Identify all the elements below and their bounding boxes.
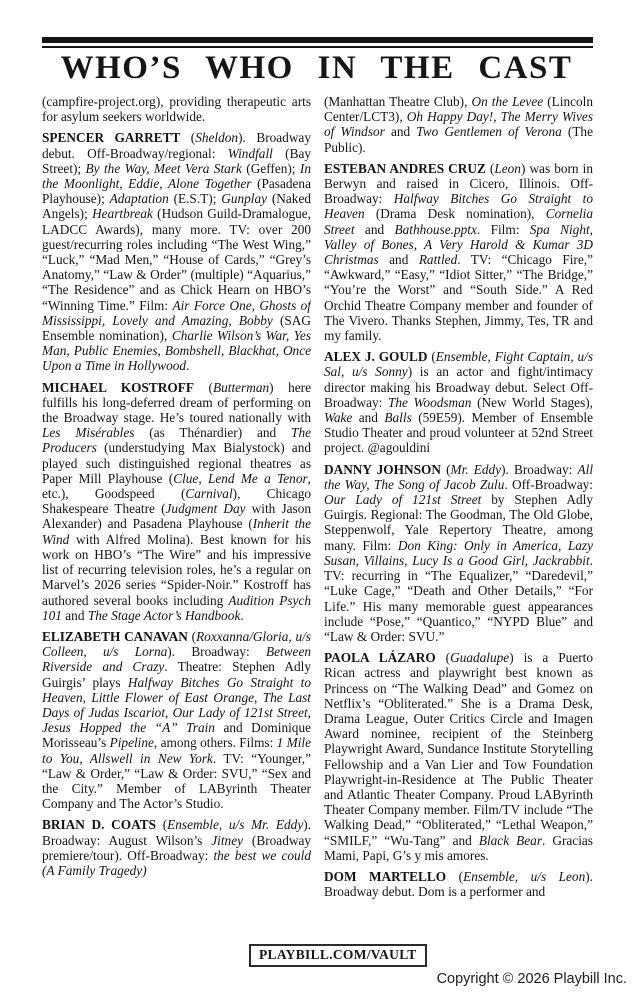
bio-title-text: Bathhouse.pptx (394, 221, 477, 237)
bio-title-text: Carnival (185, 486, 233, 502)
bio-text: ( (156, 817, 168, 833)
bio-text: (The Public). (324, 124, 593, 155)
bio-text: and (354, 221, 395, 237)
bio-text: ) was born in Berwyn and raised in Cicero, Illinois. Off-Broadway: (324, 160, 593, 207)
bio-text: ( (435, 650, 451, 666)
bio-text: ( (485, 160, 495, 176)
playbill-vault-link[interactable] (249, 944, 427, 967)
bio-paragraph (42, 380, 311, 623)
bio-title-text: Gunplay (221, 191, 268, 207)
bio-text: and (352, 410, 385, 426)
bio-title-text: Two Gentlemen of Verona (416, 124, 562, 140)
bio-title-text: Butterman (212, 379, 270, 395)
bio-text: (SAG Ensemble nomination), (42, 312, 311, 344)
bio-title-text: Cornelia Street (324, 206, 593, 237)
bio-text: (59E59). Member of Ensemble Studio Theater and proud volunteer at 52nd Street project. @agouldini (324, 410, 593, 456)
bio-title-text: 1 Mile to You, Allswell in New York (42, 735, 311, 766)
bio-text: . (186, 358, 190, 374)
bio-paragraph (324, 869, 593, 899)
bio-text: (Lincoln Center/LCT3), (324, 94, 593, 125)
bio-text: ) is a Puerto Rican actress and playwright best known as Princess on “The Walking Dead” and Gomez on Netflix’s “Obliterated.” She is a Drama Desk, Drama League, Outer Critics Circle and Imagen Award nominee, recipient of the Steinberg Playwright Award, Sundance Institute Storytelling Fellowship and a Van Lier and Tow Foundation Playwright-in-Residence at The Public Theater and Atlantic Theater Company. Proud LAByrinth Theater Company member. Film/TV include “The Walking Dead,” “Obliterated,” “Lethal Weapon,” “SMILF,” “Wu-Tang” and (324, 650, 593, 848)
header-rule-thin (42, 46, 593, 48)
bio-text: and (384, 124, 417, 140)
bio-name: ALEX J. GOULD (324, 349, 428, 365)
bio-title-text: Halfway Bitches Go Straight to Heaven, Little Flower of East Orange, The Last Days of Judas Iscariot, Our Lady of 121st Street, Jesus Hopped the “A” Train (42, 674, 311, 736)
bio-text: ), Chicago Shakespeare Theatre ( (42, 486, 311, 517)
bio-text: ). Broadway debut. Dom is a performer and (324, 868, 593, 900)
bio-text: ). Broadway: August Wilson’s (42, 817, 311, 848)
bio-text: (Geffen); (241, 160, 300, 176)
bio-title-text: Rattled (418, 252, 458, 268)
bio-text: ) here fulfills his long-deferred dream of performing on the Broadway stage. He’s toured nationally with (42, 379, 311, 426)
bio-title-text: Jitney (211, 832, 244, 848)
bio-title-text: Adaptation (109, 191, 169, 207)
bio-text: ( (440, 461, 451, 477)
bio-paragraph (324, 349, 593, 455)
bio-text: ). Broadway: (501, 461, 578, 477)
bio-text: (Naked Angels); (42, 191, 311, 222)
bio-title-text: All the Way, The Song of Jacob Zulu (324, 461, 593, 492)
bio-title-text: Black Bear (478, 832, 542, 848)
bio-title-text: Ensemble, Fight Captain, u/s Sal, u/s Sonny (324, 349, 593, 380)
bio-title-text: Sheldon (195, 130, 239, 146)
bio-name: PAOLA LÁZARO (324, 650, 436, 666)
bio-text: . TV: “Chicago Fire,” “Awkward,” “Easy,” “Idiot Sitter,” “The Bridge,” “You’re the Worst” and “South Side.” A Red Orchid Theatre Company member and founder of The Vivero. Thanks Stephen, Jimmy, Tes, TR and my family. (324, 252, 593, 344)
bio-text: (E.S.T); (168, 191, 222, 207)
bio-paragraph (324, 650, 593, 863)
bio-text: , etc.), Goodspeed ( (42, 470, 311, 502)
bio-title-text: Ensemble, u/s Mr. Eddy (167, 817, 304, 833)
bio-title-text: Air Force One, Ghosts of Mississippi, Lovely and Amazing, Bobby (42, 297, 311, 328)
bio-text: (Bay Street); (42, 145, 311, 176)
bio-text: . Gracias Mami, Papi, G’s y mis amores. (324, 832, 593, 863)
bio-text: and Dominique Morisseau’s (42, 720, 311, 751)
bio-title-text: Clue, Lend Me a Tenor (173, 470, 308, 486)
bio-title-text: Ensemble, u/s Leon (463, 868, 586, 884)
playbill-vault-label: PLAYBILL.COM/VAULT (259, 947, 417, 962)
bio-name: MICHAEL KOSTROFF (42, 379, 194, 395)
bio-text: (Broadway premiere/tour). Off-Broadway: (42, 832, 311, 863)
bio-text: (New World Stages), (471, 394, 593, 410)
bio-text: and (378, 252, 419, 268)
bio-title-text: Guadalupe (450, 650, 510, 666)
bio-text: (understudying Max Bialystock) and played such distinguished regional theatres as Paper Mill Playhouse ( (42, 440, 311, 486)
bio-title-text: In the Moonlight, Eddie, Alone Together (42, 160, 311, 192)
bio-title-text: On the Levee (471, 94, 544, 109)
bio-title-text: Between Riverside and Crazy (42, 644, 311, 675)
bio-text: with Jason Alexander) and Pasadena Playhouse ( (42, 501, 311, 532)
bio-paragraph (42, 817, 311, 878)
bio-title-text: The Stage Actor’s Handbook (87, 607, 241, 623)
page-title: WHO’S WHO IN THE CAST (60, 50, 573, 86)
bio-paragraph (42, 130, 311, 373)
bio-columns (42, 94, 593, 980)
bio-text: . TV: recurring in “The Equalizer,” “Daredevil,” “Luke Cage,” “Death and Other Details,” “For Life.” His many memorable guest appearances include “Pose,” “Quantico,” “NYPD Blue” and “Law & Order: SVU.” (324, 552, 593, 644)
bio-title-text: Charlie Wilson’s War, Yes Man, Public Enemies, Bombshell, Blackhat, Once Upon a Time in Hollywood (42, 328, 311, 374)
bio-name: SPENCER GARRETT (42, 130, 181, 146)
bio-text: ) is an actor and fight/intimacy director making his Broadway debut. Select Off-Broadway: (324, 364, 593, 410)
bio-text: with Alfred Molina). Best known for his work on HBO’s “The Wire” and his impressive list of recurring television roles, he’s a regular on Marvel’s 2026 series “Spider-Noir.” Kostroff has authored several books including (42, 531, 311, 608)
bio-text: ( (187, 628, 197, 644)
bio-title-text: Heartbreak (92, 206, 153, 222)
bio-title-text: the best we could (A Family Tragedy) (42, 847, 311, 878)
bio-title-text: Don King: Only in America, Lazy Susan, Villains, Lucy Is a Good Girl, Jackrabbit (324, 537, 593, 568)
bio-title-text: Judgment Day (165, 501, 246, 517)
bio-name: DANNY JOHNSON (324, 461, 441, 477)
bio-text: ( (446, 868, 464, 884)
bio-name: DOM MARTELLO (324, 868, 447, 884)
bio-title-text: The Woodsman (387, 394, 472, 410)
bio-text: . Off-Broadway: (504, 476, 593, 492)
bio-title-text: Our Lady of 121st Street (324, 492, 482, 508)
bio-text: (Hudson Guild-Dramalogue, LADCC Awards), many more. TV: over 200 guest/recurring roles including “The West Wing,” “Luck,” “Mad Men,” “House of Cards,” “Grey’s Anatomy,” “Law & Order” (multiple) “Aquarius,” “The Residence” and as Chick Hearn on HBO’s “Winning Time.” Film: (42, 206, 311, 313)
bio-title-text: Halfway Bitches Go Straight to Heaven (324, 191, 593, 222)
left-column (42, 94, 311, 980)
bio-title-text: Audition Psych 101 (42, 592, 311, 623)
bio-text: ). Broadway debut. Off-Broadway/regional: (42, 130, 311, 161)
copyright-text: Copyright © 2026 Playbill Inc. (436, 971, 627, 987)
bio-title-text: The Producers (42, 425, 311, 456)
bio-title-text: Balls (384, 410, 412, 426)
bio-paragraph (42, 629, 311, 811)
bio-text: , among others. Films: (153, 735, 277, 751)
bio-title-text: Spa Night, Valley of Bones, A Very Harold & Kumar 3D Christmas (324, 221, 593, 268)
bio-text: ( (193, 379, 213, 395)
bio-text: (as Thénardier) and (134, 425, 292, 441)
bio-title-text: Les Misérables (42, 425, 135, 441)
bio-text: . Film: (476, 221, 530, 237)
bio-title-text: Pipeline (109, 735, 154, 751)
bio-text: ). Broadway: (167, 644, 266, 660)
bio-title-text: Roxxanna/Gloria, u/s Colleen, u/s Lorna (42, 628, 311, 660)
bio-title-text: By the Way, Meet Vera Stark (85, 160, 242, 176)
header-rule-thick (42, 37, 593, 43)
right-column (324, 94, 593, 980)
bio-text: . Theatre: Stephen Adly Guirgis’ plays (42, 659, 311, 690)
bio-text: . (240, 607, 244, 623)
bio-text: (Drama Desk nomination), (364, 206, 546, 222)
bio-text: . TV: “Younger,” “Law & Order,” “Law & Order: SVU,” “Sex and the City.” Member of LAByrinth Theater Company and The Actor’s Studio. (42, 750, 311, 812)
bio-title-text: Mr. Eddy (450, 461, 502, 477)
bio-paragraph (324, 94, 593, 155)
bio-text: (Manhattan Theatre Club), (324, 94, 472, 109)
bio-text: and (61, 607, 88, 623)
bio-paragraph (324, 462, 593, 644)
bio-text: (Pasadena Playhouse); (42, 176, 311, 207)
bio-text: ( (427, 349, 436, 365)
bio-title-text: Oh Happy Day!, The Merry Wives of Windsor (324, 109, 593, 140)
bio-name: ELIZABETH CANAVAN (42, 628, 188, 644)
bio-title-text: Wake (324, 410, 353, 426)
bio-title-text: Inherit the Wind (42, 516, 311, 547)
bio-title-text: Leon (494, 160, 521, 176)
bio-text: (campfire-project.org), providing therapeutic arts for asylum seekers worldwide. (42, 94, 311, 125)
bio-paragraph (324, 161, 593, 343)
bio-text: ( (180, 130, 196, 146)
bio-name: BRIAN D. COATS (42, 817, 157, 833)
bio-text: by Stephen Adly Guirgis. Regional: The Goodman, The Old Globe, Steppenwolf, Yale Repertory Theatre, among many. Film: (324, 492, 593, 553)
bio-name: ESTEBAN ANDRES CRUZ (324, 160, 486, 176)
bio-title-text: Windfall (227, 145, 273, 161)
bio-paragraph (42, 94, 311, 124)
